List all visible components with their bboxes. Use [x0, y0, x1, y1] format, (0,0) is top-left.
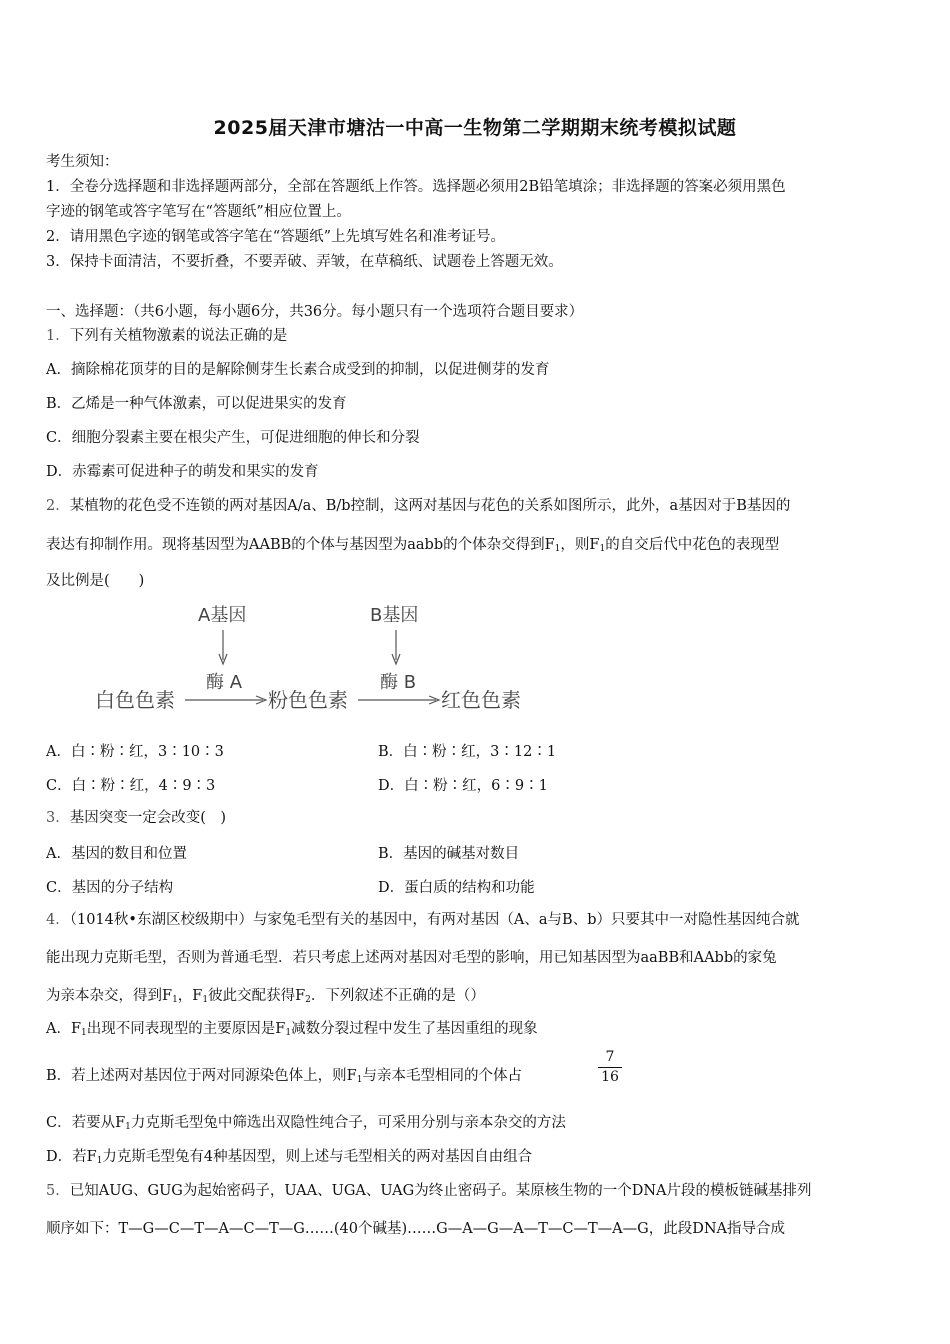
question-text: 为亲本杂交，得到F: [46, 988, 173, 1004]
question-number: 5．: [46, 1183, 70, 1199]
q3-option-b[interactable]: B．基因的碱基对数目: [378, 846, 520, 862]
q4-option-d[interactable]: [46, 1147, 906, 1171]
enzyme-b-label: 酶 B: [380, 672, 417, 693]
question-text: 某植物的花色受不连锁的两对基因A/a、B/b控制，这两对基因与花色的关系如图所示，此外，a基因对于B基因的: [69, 498, 791, 514]
page-title: 2025届天津市塘沽一中高一生物第二学期期末统考模拟试题: [213, 117, 737, 139]
fraction-numerator: 7: [605, 1049, 615, 1065]
subscript: 1: [172, 995, 178, 1005]
question-1-stem: [46, 326, 906, 346]
q2-option-c[interactable]: C．白∶粉∶红，4∶9∶3: [46, 778, 216, 794]
pink-pigment-label: 粉色色素: [268, 688, 348, 712]
question-text: 的自交后代中花色的表现型: [605, 537, 780, 553]
fraction-seven-sixteenths: [598, 1049, 622, 1086]
notice-item: 1．全卷分选择题和非选择题两部分，全部在答题纸上作答。选择题必须用2B铅笔填涂；非选择题的答案必须用黑色: [46, 179, 786, 195]
q1-option-a[interactable]: A．摘除棉花顶芽的目的是解除侧芽生长素合成受到的抑制，以促进侧芽的发育: [46, 362, 550, 378]
notice-item: 字迹的钢笔或答字笔写在“答题纸”相应位置上。: [46, 204, 351, 220]
question-2-stem: [46, 496, 906, 516]
subscript: 1: [599, 544, 606, 554]
q4-option-b[interactable]: [46, 1066, 906, 1090]
fraction-denominator: 16: [601, 1069, 619, 1085]
option-text: A．F: [46, 1021, 82, 1037]
subscript: 1: [81, 1028, 87, 1038]
question-text: ．下列叙述不正确的是（）: [310, 988, 485, 1004]
q2-option-b[interactable]: B．白∶粉∶红，3∶12∶1: [378, 744, 557, 760]
option-text: D．若F: [46, 1149, 97, 1165]
question-text: 下列有关植物激素的说法正确的是: [69, 328, 288, 344]
notice-header: 考生须知：: [46, 154, 119, 170]
question-text: 彼此交配获得F: [208, 988, 306, 1004]
question-5-stem-line: 顺序如下：T—G—C—T—A—C—T—G……(40个碱基)……G—A—G—A—T—C—T—A—G，此段DNA指导合成: [46, 1221, 785, 1237]
subscript: 2: [305, 995, 311, 1005]
question-4-stem-line: [46, 986, 906, 1010]
option-text: C．若要从F: [46, 1115, 126, 1131]
question-text: ，则F: [560, 537, 600, 553]
question-text: 已知AUG、GUG为起始密码子，UAA、UGA、UAG为终止密码子。某原核生物的一个DNA片段的模板链碱基排列: [69, 1183, 812, 1199]
question-number: 3．: [46, 810, 70, 826]
q2-option-a[interactable]: A．白∶粉∶红，3∶10∶3: [46, 744, 224, 760]
gene-a-label: A基因: [198, 605, 247, 626]
gene-b-label: B基因: [370, 605, 419, 626]
question-2-stem-line: [46, 535, 906, 559]
question-5-stem: [46, 1181, 906, 1201]
subscript: 1: [285, 1028, 292, 1038]
subscript: 1: [125, 1122, 131, 1132]
pigment-pathway-diagram: [80, 594, 550, 724]
section-heading: 一、选择题：（共6小题，每小题6分，共36分。每小题只有一个选项符合题目要求）: [46, 304, 584, 320]
q3-option-c[interactable]: C．基因的分子结构: [46, 880, 174, 896]
subscript: 1: [96, 1156, 103, 1166]
question-text: （1014秋•东湖区校级期中）与家兔毛型有关的基因中，有两对基因（A、a与B、b）只要其中一对隐性基因纯合就: [69, 912, 800, 928]
question-text: 基因突变一定会改变( ): [69, 810, 227, 826]
option-text: 力克斯毛型兔中筛选出双隐性纯合子，可采用分别与亲本杂交的方法: [130, 1115, 566, 1131]
white-pigment-label: 白色色素: [95, 688, 175, 712]
option-text: 与亲本毛型相同的个体占: [362, 1068, 522, 1084]
question-4-stem-line: 能出现力克斯毛型，否则为普通毛型．若只考虑上述两对基因对毛型的影响，用已知基因型为aaBB和AAbb的家兔: [46, 950, 777, 966]
question-text: 表达有抑制作用。现将基因型为AABB的个体与基因型为aabb的个体杂交得到F: [46, 537, 555, 553]
notice-item: 2．请用黑色字迹的钢笔或答字笔在“答题纸”上先填写姓名和准考证号。: [46, 229, 506, 245]
q3-option-d[interactable]: D．蛋白质的结构和功能: [378, 880, 535, 896]
question-2-stem-line: 及比例是( ): [46, 573, 145, 589]
question-4-stem: [46, 910, 906, 930]
notice-item: 3．保持卡面清洁，不要折叠，不要弄破、弄皱，在草稿纸、试题卷上答题无效。: [46, 254, 563, 270]
question-number: 4．: [46, 912, 70, 928]
subscript: 1: [356, 1075, 363, 1085]
q4-option-a[interactable]: [46, 1019, 906, 1043]
q1-option-d[interactable]: D．赤霉素可促进种子的萌发和果实的发育: [46, 464, 319, 480]
question-text: ，F: [177, 988, 203, 1004]
question-number: 2．: [46, 498, 70, 514]
q3-option-a[interactable]: A．基因的数目和位置: [46, 846, 187, 862]
option-text: 出现不同表现型的主要原因是F: [86, 1021, 286, 1037]
question-number: 1．: [46, 328, 70, 344]
q1-option-b[interactable]: B．乙烯是一种气体激素，可以促进果实的发育: [46, 396, 347, 412]
q2-option-d[interactable]: D．白∶粉∶红，6∶9∶1: [378, 778, 548, 794]
subscript: 1: [202, 995, 209, 1005]
q1-option-c[interactable]: C．细胞分裂素主要在根尖产生，可促进细胞的伸长和分裂: [46, 430, 420, 446]
q4-option-c[interactable]: [46, 1113, 906, 1137]
option-text: B．若上述两对基因位于两对同源染色体上，则F: [46, 1068, 357, 1084]
fraction-bar: [598, 1067, 622, 1068]
red-pigment-label: 红色色素: [441, 688, 521, 712]
question-3-stem: [46, 808, 906, 828]
option-text: 力克斯毛型兔有4种基因型，则上述与毛型相关的两对基因自由组合: [102, 1149, 533, 1165]
option-text: 减数分裂过程中发生了基因重组的现象: [291, 1021, 538, 1037]
enzyme-a-label: 酶 A: [206, 672, 243, 693]
subscript: 1: [554, 544, 561, 554]
